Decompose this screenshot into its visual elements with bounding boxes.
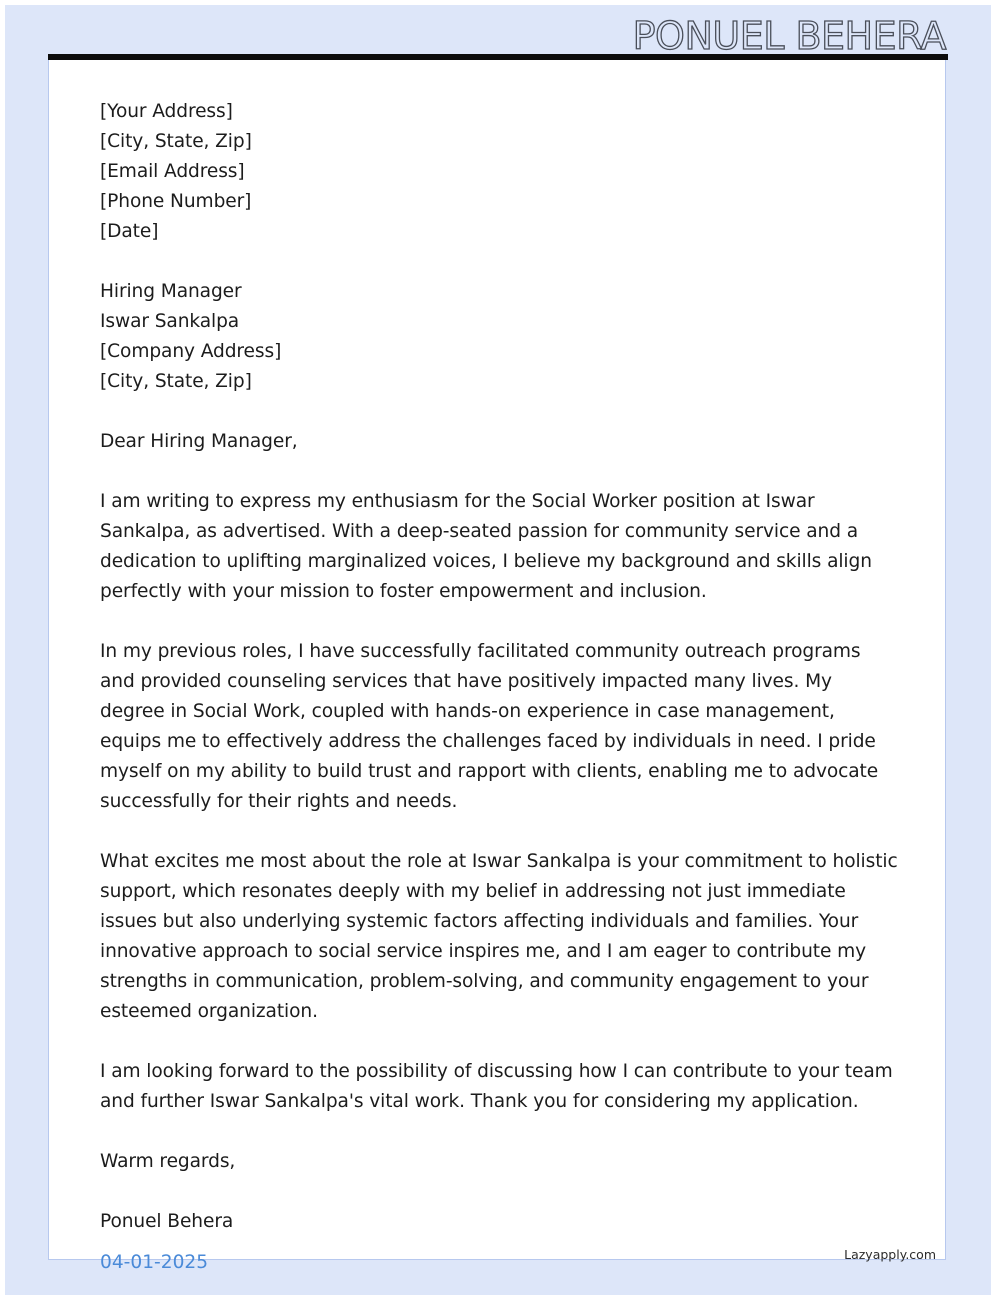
sender-block xyxy=(100,97,900,247)
body-paragraph-2: In my previous roles, I have successfully facilitated community outreach programs and provided counseling services that have positively impacted many lives. My degree in Social Work, coupled with hands-on experience in case management, equips me to effectively address the challenges faced by individuals in need. I pride myself on my ability to build trust and rapport with clients, enabling me to advocate successfully for their rights and needs. xyxy=(100,641,879,812)
signature: Ponuel Behera xyxy=(100,1211,234,1232)
letter-body xyxy=(100,97,900,1237)
recipient-block xyxy=(100,277,900,397)
sender-date: [Date] xyxy=(100,221,159,242)
footer-date: 04-01-2025 xyxy=(100,1252,209,1273)
sender-email: [Email Address] xyxy=(100,161,245,182)
body-paragraph-4: I am looking forward to the possibility of discussing how I can contribute to your team and further Iswar Sankalpa's vital work. Thank you for considering my application. xyxy=(100,1061,893,1112)
sender-city-state-zip: [City, State, Zip] xyxy=(100,131,252,152)
closing: Warm regards, xyxy=(100,1151,236,1172)
watermark-text: Lazyapply.com xyxy=(844,1247,936,1262)
sender-address: [Your Address] xyxy=(100,101,233,122)
applicant-name-header: PONUEL BEHERA xyxy=(632,14,946,58)
body-paragraph-3: What excites me most about the role at Iswar Sankalpa is your commitment to holistic support, which resonates deeply with my belief in addressing not just immediate issues but also underlying systemic factors affecting individuals and families. Your innovative approach to social service inspires me, and I am eager to contribute my strengths in communication, problem-solving, and community engagement to your esteemed organization. xyxy=(100,851,898,1022)
recipient-company: Iswar Sankalpa xyxy=(100,311,240,332)
sender-phone: [Phone Number] xyxy=(100,191,252,212)
recipient-title: Hiring Manager xyxy=(100,281,242,302)
recipient-city-state-zip: [City, State, Zip] xyxy=(100,371,252,392)
recipient-address: [Company Address] xyxy=(100,341,282,362)
body-paragraph-1: I am writing to express my enthusiasm for the Social Worker position at Iswar Sankalpa, as advertised. With a deep-seated passion for community service and a dedication to uplifting marginalized voices, I believe my background and skills align perfectly with your mission to foster empowerment and inclusion. xyxy=(100,491,872,602)
salutation: Dear Hiring Manager, xyxy=(100,431,298,452)
